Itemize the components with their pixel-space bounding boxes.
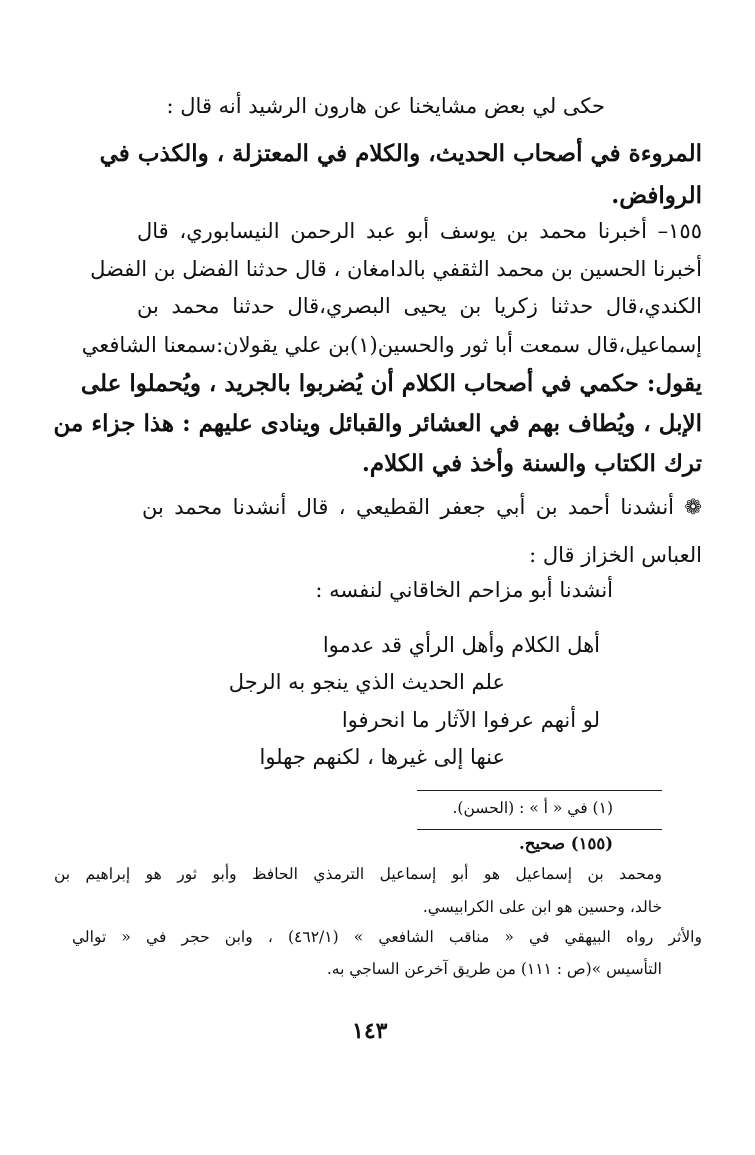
verse-2: علم الحديث الذي ينجو به الرجل [228, 670, 505, 694]
text-line-3: الروافض. [611, 182, 702, 209]
hadith-155-line-3: الكندي،قال حدثنا زكريا بن يحيى البصري،قال حدثنا محمد بن [137, 294, 702, 318]
footnote-separator-top [417, 790, 662, 791]
footnote-155-title: (١٥٥) صحيح. [519, 834, 613, 853]
text-line-1: حكى لي بعض مشايخنا عن هارون الرشيد أنه قال : [166, 94, 605, 118]
footnote-1: (١) في « أ » : (الحسن). [452, 799, 613, 817]
hadith-155-line-4: إسماعيل،قال سمعت أبا ثور والحسين(١)بن علي يقولان:سمعنا الشافعي [81, 333, 702, 357]
poem-intro-line-1: ❁ أنشدنا أحمد بن أبي جعفر القطيعي ، قال أنشدنا محمد بن [142, 495, 702, 519]
verse-1: أهل الكلام وأهل الرأي قد عدموا [322, 633, 600, 657]
verse-3: لو أنهم عرفوا الآثار ما انحرفوا [341, 708, 600, 732]
poem-intro-line-2: العباس الخزاز قال : [529, 543, 702, 567]
footnote-155-line-1: ومحمد بن إسماعيل هو أبو إسماعيل الترمذي الحافظ وأبو ثور هو إبراهيم بن [54, 865, 662, 883]
page-number: ١٤٣ [352, 1018, 388, 1044]
footnote-155-line-3: والأثر رواه البيهقي في « مناقب الشافعي » (٤٦٢/١) ، وابن حجر في « توالي [72, 928, 702, 946]
poem-intro-line-3: أنشدنا أبو مزاحم الخاقاني لنفسه : [315, 578, 613, 602]
hadith-155-line-5: يقول: حكمي في أصحاب الكلام أن يُضربوا بالجريد ، ويُحملوا على [80, 370, 702, 397]
footnote-155-line-4: التأسيس »(ص : ١١١) من طريق آخرعن الساجي به. [326, 960, 662, 978]
verse-4: عنها إلى غيرها ، لكنهم جهلوا [259, 745, 505, 769]
footnote-155-line-2: خالد، وحسين هو ابن على الكرابيسي. [422, 898, 662, 916]
hadith-155-line-6: الإبل ، ويُطاف بهم في العشائر والقبائل وينادى عليهم : هذا جزاء من [53, 410, 702, 437]
hadith-155-line-1: ١٥٥– أخبرنا محمد بن يوسف أبو عبد الرحمن النيسابوري، قال [137, 219, 702, 243]
text-line-2: المروءة في أصحاب الحديث، والكلام في المعتزلة ، والكذب في [99, 140, 702, 167]
footnote-separator-bottom [417, 829, 662, 830]
hadith-155-line-7: ترك الكتاب والسنة وأخذ في الكلام. [361, 450, 702, 477]
hadith-155-line-2: أخبرنا الحسين بن محمد الثقفي بالدامغان ، قال حدثنا الفضل بن الفضل [90, 257, 702, 281]
